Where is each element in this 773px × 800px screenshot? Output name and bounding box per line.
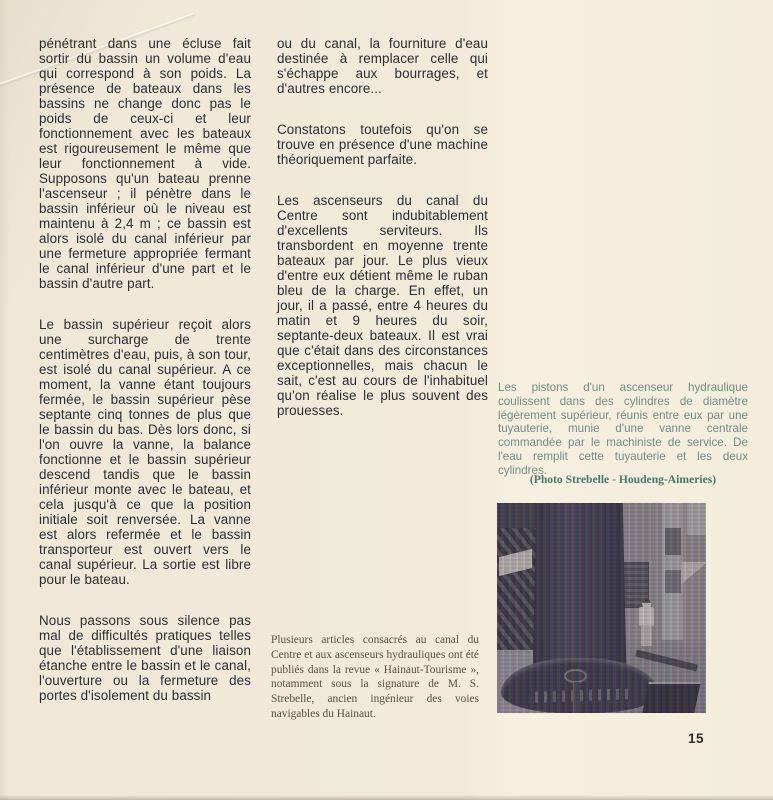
photo-caption: Les pistons d'un ascenseur hydraulique coulissent dans des cylindres de diamètre légèrement supérieur, réunis entre eux par une tuyauterie, munie d'une vanne centrale commandée par le machiniste de service. De l'eau remplit cette tuyauterie et les deux cylindres.: [498, 381, 748, 477]
editorial-note: Plusieurs articles consacrés au canal du Centre et aux ascenseurs hydrauliques ont été publiés dans la revue « Hainaut-Tourisme », notamment sous la signature de M. S. Strebelle, ancien ingénieur des voies navigables du Hainaut.: [271, 634, 479, 720]
page-number: 15: [688, 731, 705, 746]
body-paragraph: pénétrant dans une écluse fait sortir du bassin un volume d'eau qui correspond à son poids. La présence de bateaux dans les bassins ne change donc pas le poids de ceux-ci et leur fonctionnement avec les bateaux est rigoureusement le même que leur fonctionnement à vide. Supposons qu'un bateau prenne l'ascenseur ; il pénètre dans le bassin inférieur où le niveau est maintenu à 2,4 m ; ce bassin est alors isolé du canal inférieur par une fermeture appropriée fermant le canal inférieur d'une part et le bassin d'autre part.: [39, 36, 251, 291]
body-paragraph: Le bassin supérieur reçoit alors une surcharge de trente centimètres d'eau, puis, à son tour, est isolé du canal supérieur. A ce moment, la vanne étant toujours fermée, le bassin supérieur pèse septante cinq tonnes de plus que le bassin du bas. Dès lors donc, si l'on ouvre la vanne, la balance fonctionne et le bassin supérieur descend tandis que le bassin inférieur monte avec le bateau, et cela jusqu'à ce que la position initiale soit renversée. La vanne est alors refermée et le bassin transporteur est ouvert vers le canal supérieur. La sortie est libre pour le bateau.: [39, 317, 251, 587]
left-column: [39, 36, 251, 729]
photo-hydraulic-piston: [497, 503, 706, 713]
body-paragraph: Nous passons sous silence pas mal de difficultés pratiques telles que l'établissement d'une liaison étanche entre le bassin et le canal, l'ouverture ou la fermeture des portes d'isolement du bassin: [39, 613, 251, 703]
body-paragraph: Constatons toutefois qu'on se trouve en présence d'une machine théoriquement parfaite.: [277, 122, 488, 167]
middle-column: [277, 36, 488, 444]
body-paragraph: Les ascenseurs du canal du Centre sont indubitablement d'excellents serviteurs. Ils transbordent en moyenne trente bateaux par jour. Le plus vieux d'entre eux détient même le ruban bleu de la charge. En effet, un jour, il a passé, entre 4 heures du matin et 9 heures du soir, septante-deux bateaux. Il est vrai que c'était dans des circonstances exceptionnelles, mais chacun le sait, c'est au cours de l'inhabituel qu'on réalise le plus souvent des prouesses.: [277, 193, 488, 418]
body-paragraph: ou du canal, la fourniture d'eau destinée à remplacer celle qui s'échappe aux bourrages, et d'autres encore...: [277, 36, 488, 96]
photo-credit: (Photo Strebelle - Houdeng-Aimeries): [529, 473, 717, 486]
photo-color-cast-overlay: [497, 503, 706, 713]
